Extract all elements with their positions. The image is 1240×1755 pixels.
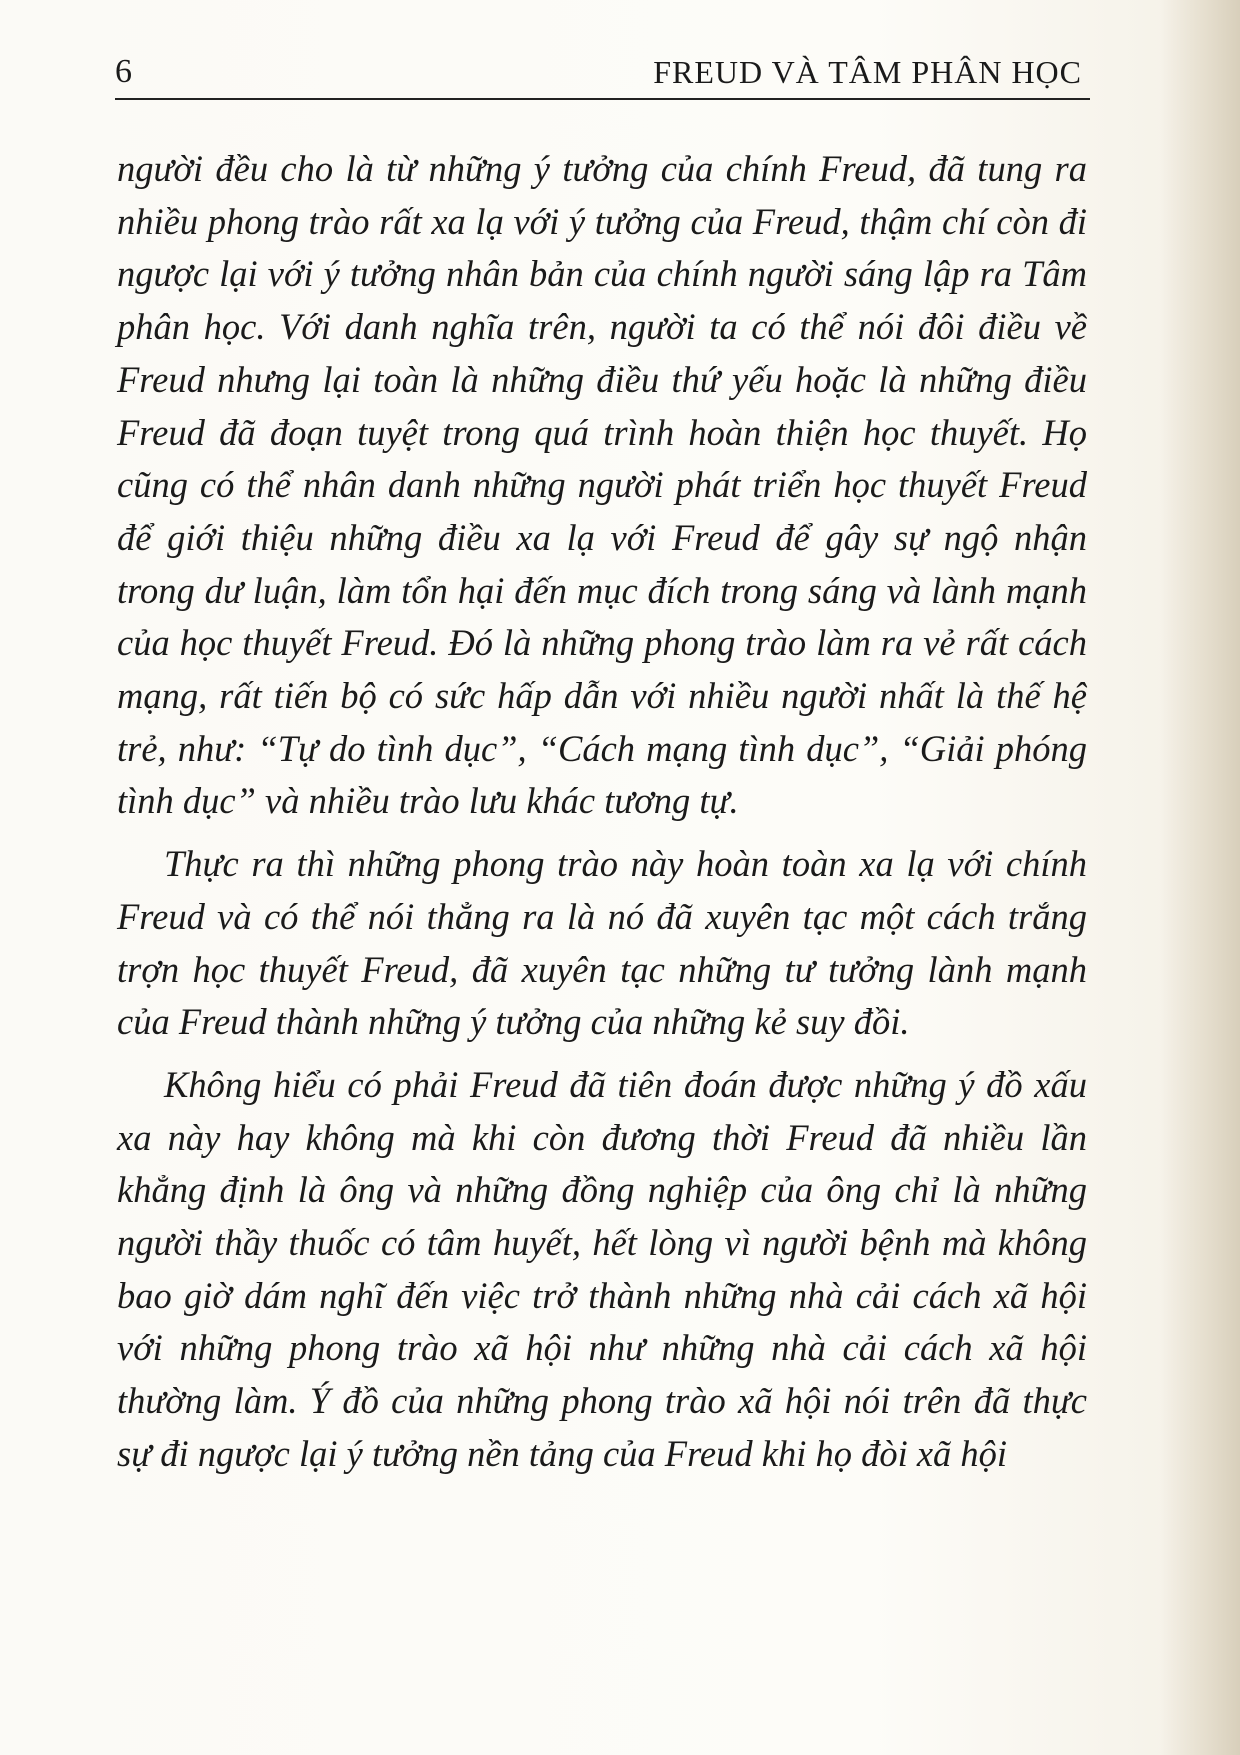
paragraph: Thực ra thì những phong trào này hoàn toàn xa lạ với chính Freud và có thể nói thẳng ra là nó đã xuyên tạc một cách trắng trợn học thuyết Freud, đã xuyên tạc những tư tưởng lành mạnh của Freud thành những ý tưởng của những kẻ suy đồi. (117, 843, 1087, 1043)
paragraph-continued: người đều cho là từ những ý tưởng của chính Freud, đã tung ra nhiều phong trào rất xa lạ với ý tưởng của Freud, thậm chí còn đi ngược lại với ý tưởng nhân bản của chính người sáng lập ra Tâm phân học. Với danh nghĩa trên, người ta có thể nói đôi điều về Freud nhưng lại toàn là những điều thứ yếu hoặc là những điều Freud đã đoạn tuyệt trong quá trình hoàn thiện học thuyết. Họ cũng có thể nhân danh những người phát triển học thuyết Freud để giới thiệu những điều xa lạ với Freud để gây sự ngộ nhận trong dư luận, làm tổn hại đến mục đích trong sáng và lành mạnh của học thuyết Freud. Đó là những phong trào làm ra vẻ rất cách mạng, rất tiến bộ có sức hấp dẫn với nhiều người nhất là thế hệ trẻ, như: “Tự do tình dục”, “Cách mạng tình dục”, “Giải phóng tình dục” và nhiều trào lưu khác tương tự. (117, 148, 1087, 822)
running-title: FREUD VÀ TÂM PHÂN HỌC (653, 54, 1082, 90)
page-number: 6 (115, 53, 132, 90)
page-header (115, 48, 1090, 100)
spine-shadow (1160, 0, 1240, 1755)
paragraph: Không hiểu có phải Freud đã tiên đoán được những ý đồ xấu xa này hay không mà khi còn đương thời Freud đã nhiều lần khẳng định là ông và những đồng nghiệp của ông chỉ là những người thầy thuốc có tâm huyết, hết lòng vì người bệnh mà không bao giờ dám nghĩ đến việc trở thành những nhà cải cách xã hội với những phong trào xã hội như những nhà cải cách xã hội thường làm. Ý đồ của những phong trào xã hội nói trên đã thực sự đi ngược lại ý tưởng nền tảng của Freud khi họ đòi xã hội (117, 1063, 1087, 1474)
body-text (117, 143, 1087, 1481)
